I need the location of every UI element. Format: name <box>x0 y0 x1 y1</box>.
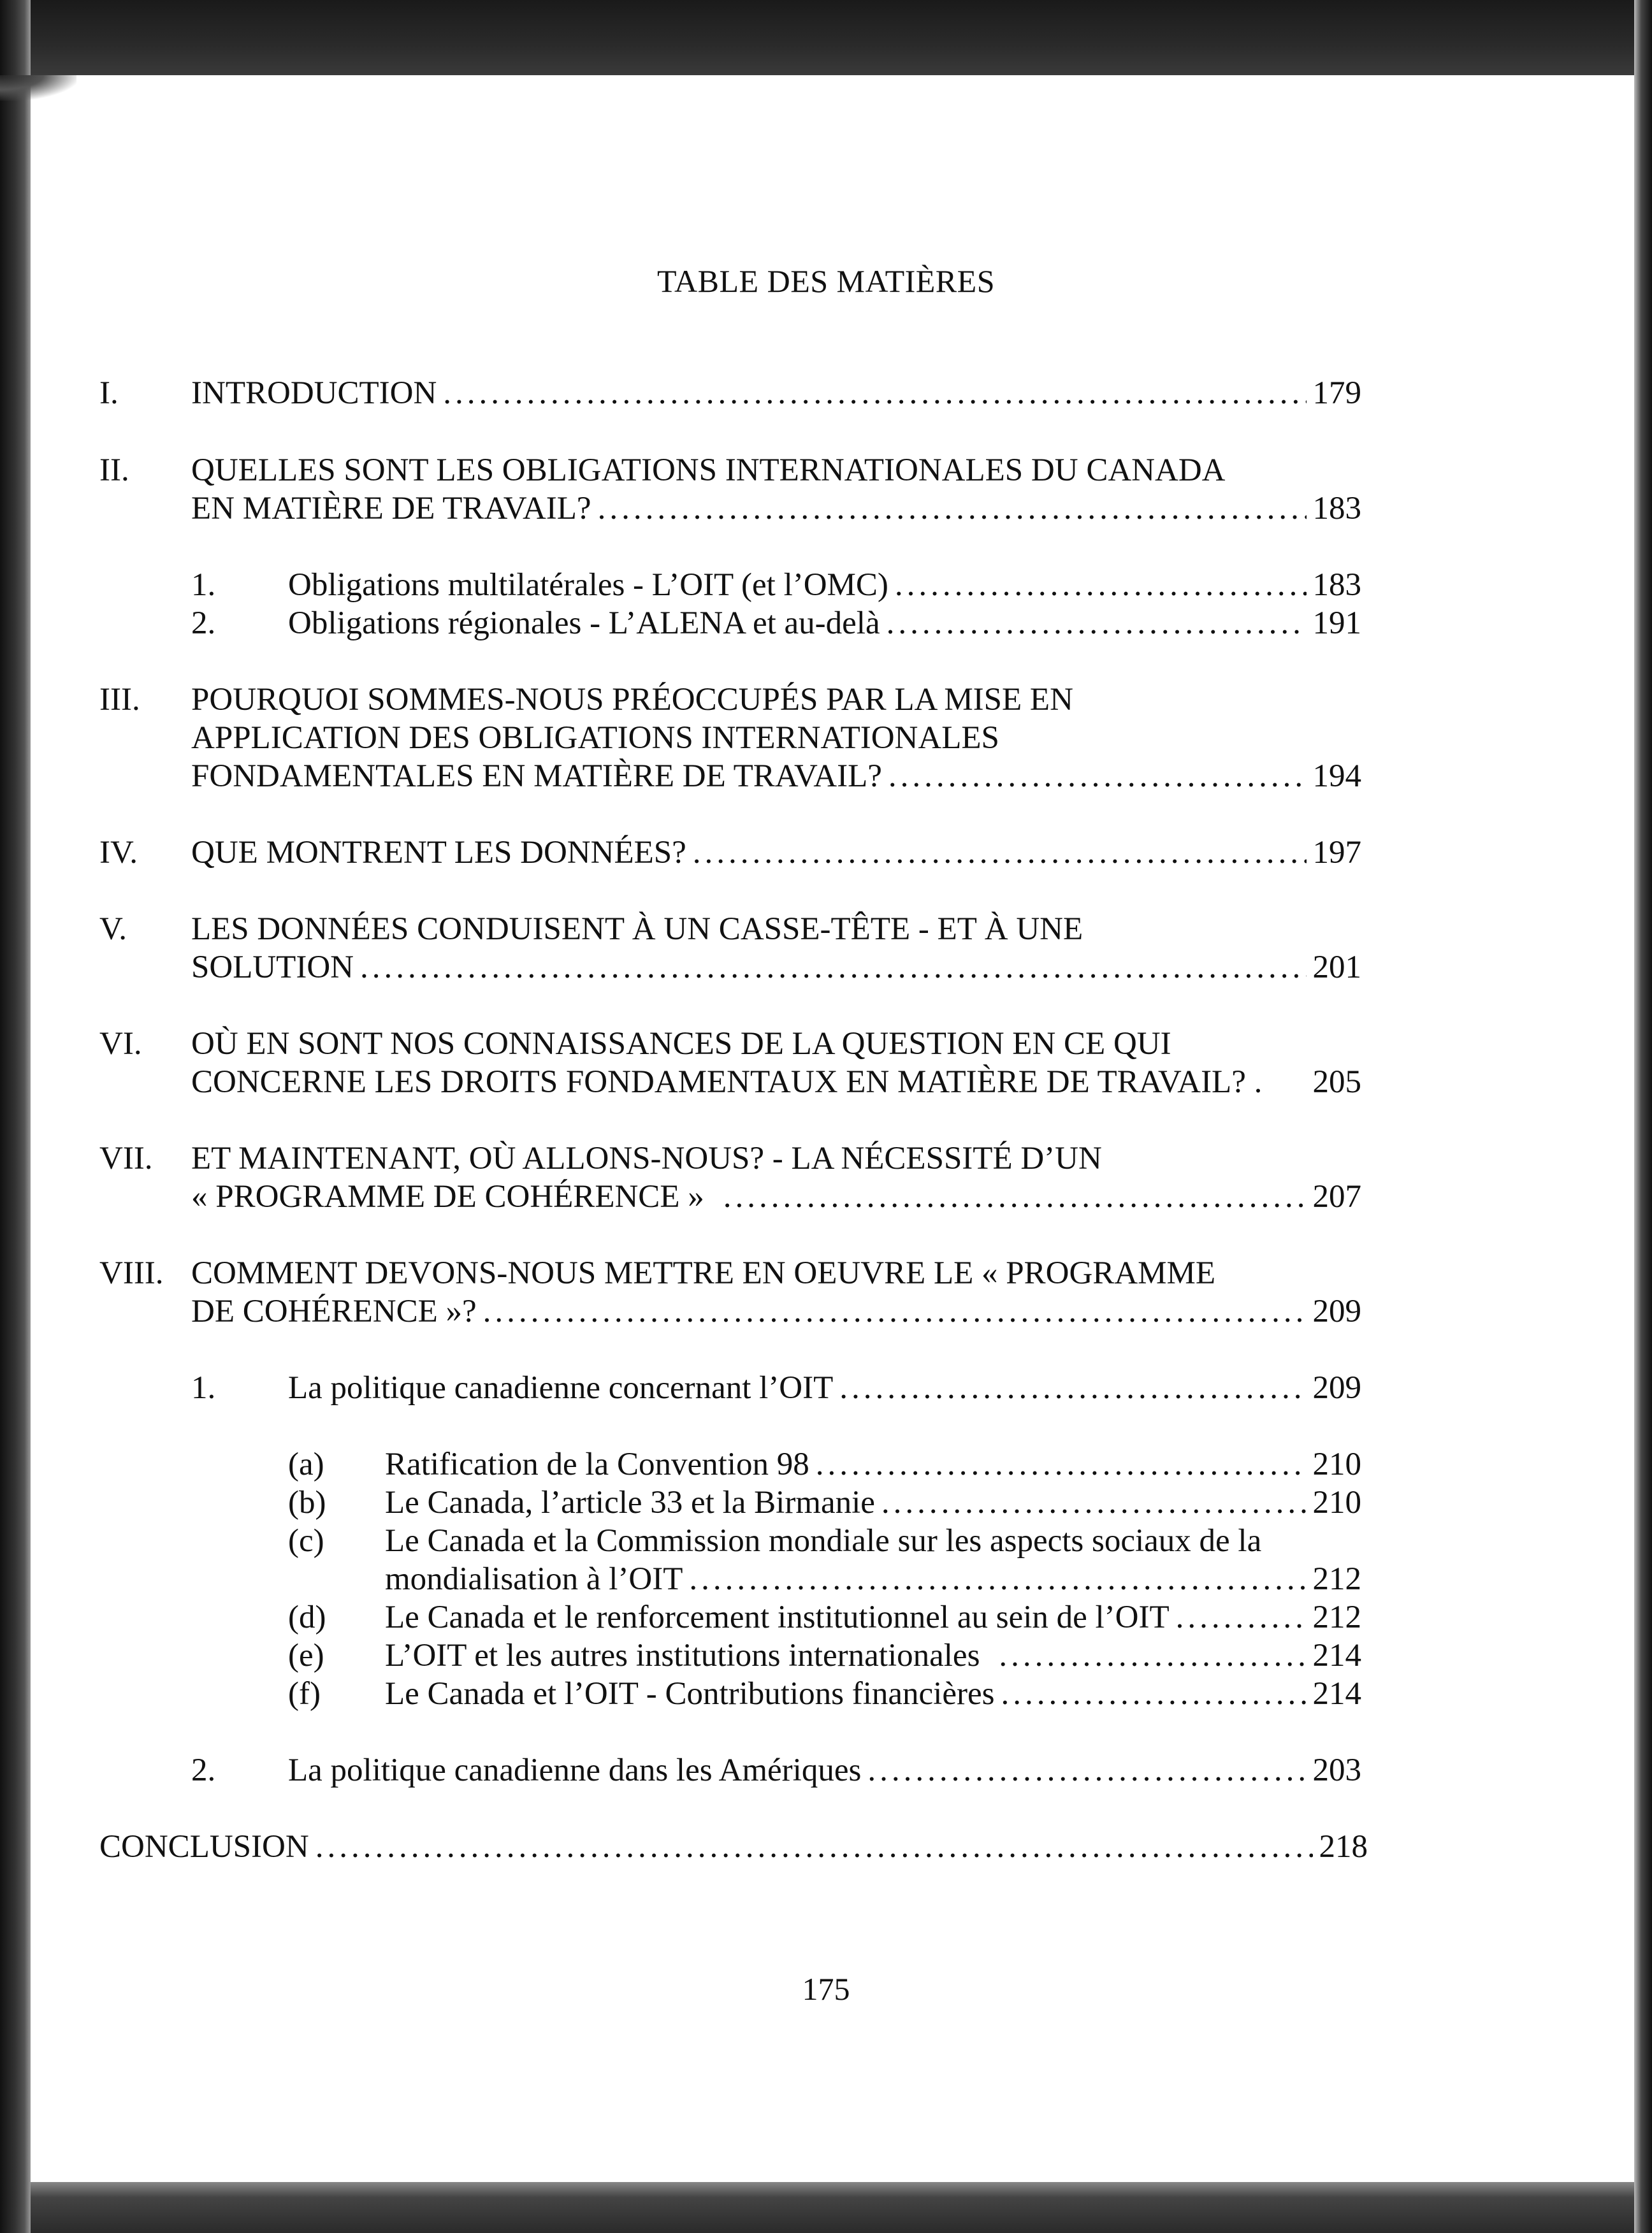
entry-line <box>385 1484 1361 1522</box>
page-number: 175 <box>802 1971 850 2007</box>
entry-page: 210 <box>1312 1485 1361 1521</box>
entry-number: 1. <box>191 567 216 603</box>
leader-dots <box>816 1445 1307 1484</box>
entry-line <box>385 1637 1361 1675</box>
entry-text: L’OIT et les autres institutions internationales <box>385 1638 980 1673</box>
scan-border-top <box>0 0 1652 75</box>
entry-text: QUELLES SONT LES OBLIGATIONS INTERNATIONALES DU CANADA <box>191 452 1226 488</box>
leader-dots <box>598 489 1307 528</box>
entry-text: LES DONNÉES CONDUISENT À UN CASSE-TÊTE - ET À UNE <box>191 911 1083 947</box>
toc-title: TABLE DES MATIÈRES <box>657 263 995 299</box>
entry-text: INTRODUCTION <box>191 375 437 411</box>
entry-page: 209 <box>1312 1370 1361 1406</box>
entry-text: FONDAMENTALES EN MATIÈRE DE TRAVAIL? <box>191 758 882 794</box>
entry-page: 212 <box>1312 1600 1361 1635</box>
entry-text: Le Canada et le renforcement institutionnel au sein de l’OIT <box>385 1600 1170 1635</box>
entry-number: (e) <box>288 1638 324 1673</box>
leader-dots <box>483 1292 1307 1331</box>
entry-number: IV. <box>99 835 138 871</box>
scan-border-right <box>1634 0 1652 2233</box>
entry-page: 205 <box>1312 1064 1361 1100</box>
entry-line <box>191 1178 1361 1216</box>
entry-text: mondialisation à l’OIT <box>385 1561 683 1597</box>
leader-dots <box>689 1560 1306 1598</box>
entry-page: 212 <box>1312 1561 1361 1597</box>
entry-page: 179 <box>1312 375 1361 411</box>
entry-line <box>99 1828 1368 1866</box>
entry-text: OÙ EN SONT NOS CONNAISSANCES DE LA QUESTION EN CE QUI <box>191 1026 1171 1062</box>
entry-number: VII. <box>99 1141 153 1176</box>
entry-text: COMMENT DEVONS-NOUS METTRE EN OEUVRE LE « PROGRAMME <box>191 1255 1215 1291</box>
entry-number: VIII. <box>99 1255 164 1291</box>
leader-dots <box>881 1484 1307 1522</box>
leader-dots <box>693 834 1307 872</box>
leader-dots <box>723 1178 1307 1216</box>
entry-line <box>385 1598 1361 1637</box>
entry-page: 201 <box>1312 950 1361 985</box>
entry-text: SOLUTION <box>191 950 354 985</box>
entry-text: ET MAINTENANT, OÙ ALLONS-NOUS? - LA NÉCESSITÉ D’UN <box>191 1141 1102 1176</box>
entry-text: Ratification de la Convention 98 <box>385 1447 809 1482</box>
entry-line <box>288 604 1361 642</box>
leader-dots <box>1001 1675 1306 1713</box>
entry-number: II. <box>99 452 129 488</box>
page-corner-shadow <box>0 75 76 101</box>
entry-text: APPLICATION DES OBLIGATIONS INTERNATIONALES <box>191 720 999 756</box>
entry-page: 191 <box>1312 605 1361 641</box>
entry-line <box>288 566 1361 604</box>
entry-number: 1. <box>191 1370 216 1406</box>
entry-line <box>385 1445 1361 1484</box>
entry-text: Obligations régionales - L’ALENA et au-delà <box>288 605 880 641</box>
entry-text: Le Canada, l’article 33 et la Birmanie <box>385 1485 875 1521</box>
entry-text: La politique canadienne dans les Amériques <box>288 1752 862 1788</box>
entry-page: 183 <box>1312 567 1361 603</box>
entry-line <box>191 948 1361 986</box>
leader-dots <box>360 948 1307 986</box>
leader-dots <box>867 1751 1306 1789</box>
entry-text: POURQUOI SOMMES-NOUS PRÉOCCUPÉS PAR LA MISE EN <box>191 682 1073 718</box>
entry-line <box>191 834 1361 872</box>
leader-dots <box>1176 1598 1307 1637</box>
entry-number: 2. <box>191 605 216 641</box>
entry-number: 2. <box>191 1752 216 1788</box>
entry-line <box>191 489 1361 528</box>
entry-number: V. <box>99 911 127 947</box>
entry-text: EN MATIÈRE DE TRAVAIL? <box>191 491 591 526</box>
entry-number: III. <box>99 682 140 718</box>
scan-border-bottom <box>0 2182 1652 2233</box>
entry-text: DE COHÉRENCE »? <box>191 1294 477 1329</box>
entry-line <box>385 1560 1361 1598</box>
entry-page: 203 <box>1312 1752 1361 1788</box>
entry-page: 214 <box>1312 1638 1361 1673</box>
entry-page: 218 <box>1319 1829 1368 1865</box>
scan-border-left <box>0 0 31 2233</box>
entry-text: La politique canadienne concernant l’OIT <box>288 1370 834 1406</box>
entry-line <box>385 1675 1361 1713</box>
entry-number: (a) <box>288 1447 324 1482</box>
entry-number: (c) <box>288 1523 324 1559</box>
entry-page: 214 <box>1312 1676 1361 1712</box>
entry-text: Le Canada et la Commission mondiale sur les aspects sociaux de la <box>385 1523 1262 1559</box>
entry-line <box>288 1751 1361 1789</box>
entry-page: 197 <box>1312 835 1361 871</box>
entry-page: 183 <box>1312 491 1361 526</box>
entry-text: CONCLUSION <box>99 1829 309 1865</box>
entry-text: « PROGRAMME DE COHÉRENCE » <box>191 1179 704 1215</box>
entry-line <box>191 1292 1361 1331</box>
entry-line <box>191 757 1361 795</box>
entry-number: VI. <box>99 1026 142 1062</box>
leader-dots <box>895 566 1307 604</box>
entry-text: CONCERNE LES DROITS FONDAMENTAUX EN MATIÈRE DE TRAVAIL? . <box>191 1064 1263 1100</box>
leader-dots <box>315 1828 1313 1866</box>
entry-text: Le Canada et l’OIT - Contributions financières <box>385 1676 995 1712</box>
entry-number: (d) <box>288 1600 326 1635</box>
entry-line <box>191 374 1361 412</box>
leader-dots <box>999 1637 1306 1675</box>
entry-line <box>288 1369 1361 1407</box>
leader-dots <box>887 604 1307 642</box>
leader-dots <box>443 374 1306 412</box>
leader-dots <box>839 1369 1306 1407</box>
entry-number: (b) <box>288 1485 326 1521</box>
entry-page: 210 <box>1312 1447 1361 1482</box>
entry-page: 194 <box>1312 758 1361 794</box>
leader-dots <box>888 757 1307 795</box>
entry-text: Obligations multilatérales - L’OIT (et l’OMC) <box>288 567 888 603</box>
entry-number: (f) <box>288 1676 321 1712</box>
entry-text: QUE MONTRENT LES DONNÉES? <box>191 835 686 871</box>
entry-page: 209 <box>1312 1294 1361 1329</box>
entry-page: 207 <box>1312 1179 1361 1215</box>
entry-number: I. <box>99 375 119 411</box>
